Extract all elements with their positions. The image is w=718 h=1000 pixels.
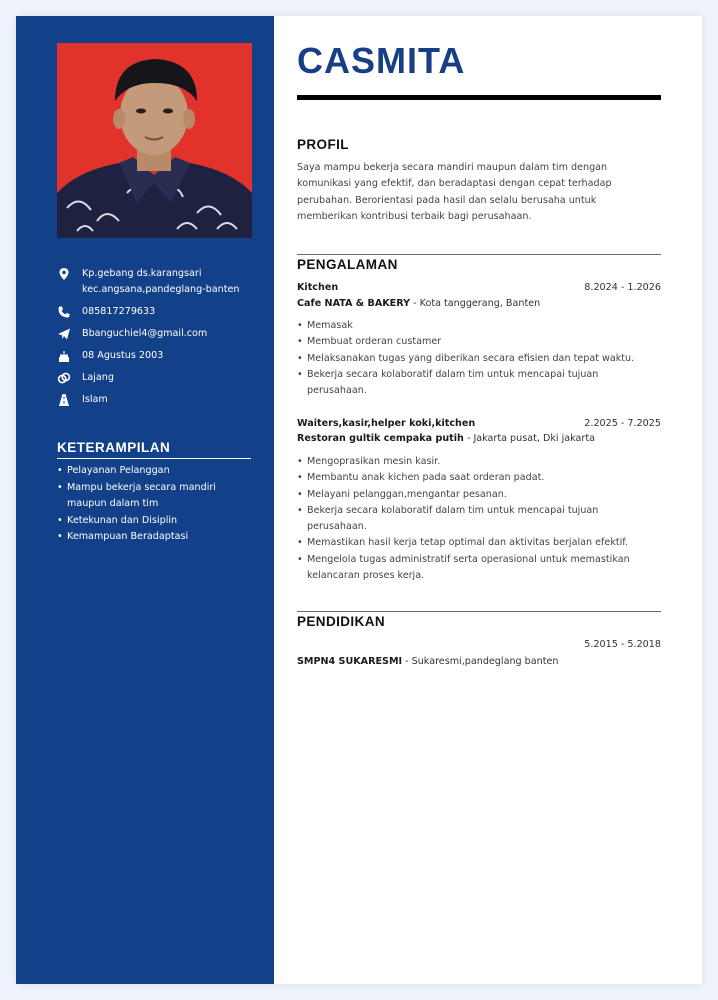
rings-icon (57, 371, 71, 385)
experience-divider (297, 254, 661, 255)
marital-status-text: Lajang (82, 372, 114, 383)
profile-heading: PROFIL (297, 137, 349, 152)
education-heading: PENDIDIKAN (297, 614, 386, 629)
company-location: - Jakarta pusat, Dki jakarta (466, 433, 596, 444)
job-duties (297, 318, 652, 399)
address-text: Kp.gebang ds.karangsari kec.angsana,pandeglang-banten (82, 268, 240, 295)
job-title: Kitchen (297, 282, 339, 293)
birthdate-text: 08 Agustus 2003 (82, 350, 164, 361)
duty-item: • Mengelola tugas administratif serta operasional untuk memastikan kelancaran proses kerja. (297, 552, 652, 585)
skill-item: • Mampu bekerja secara mandiri maupun dalam tim (57, 480, 247, 513)
education-header (297, 639, 661, 650)
skills-heading: KETERAMPILAN (57, 440, 251, 459)
contact-religion (57, 392, 257, 408)
skill-item: • Pelayanan Pelanggan (57, 463, 247, 480)
profile-photo (57, 43, 252, 238)
candidate-name: CASMITA (297, 40, 466, 81)
road-icon (57, 393, 71, 407)
school-location: - Sukaresmi,pandeglang banten (405, 656, 559, 667)
phone-icon (57, 305, 71, 319)
duty-item: • Membuat orderan custamer (297, 334, 652, 350)
skill-item: • Kemampuan Beradaptasi (57, 529, 247, 546)
contact-birthdate (57, 348, 257, 364)
company-name: Cafe NATA & BAKERY (297, 298, 411, 309)
job-title: Waiters,kasir,helper koki,kitchen (297, 418, 476, 429)
contact-list (57, 266, 257, 414)
email-text: Bbanguchiel4@gmail.com (82, 328, 208, 339)
job-header (297, 282, 661, 293)
location-pin-icon (57, 267, 71, 281)
job-date: 8.2024 - 1.2026 (584, 282, 661, 293)
name-divider (297, 95, 661, 100)
sidebar (16, 16, 274, 984)
job-date: 2.2025 - 7.2025 (584, 418, 661, 429)
experience-heading: PENGALAMAN (297, 257, 398, 272)
cake-icon (57, 349, 71, 363)
send-icon (57, 327, 71, 341)
job-header (297, 418, 661, 429)
skill-item: • Ketekunan dan Disiplin (57, 513, 247, 530)
profile-text: Saya mampu bekerja secara mandiri maupun dalam tim dengan komunikasi yang efektif, dan beradaptasi dengan cepat terhadap perubahan. Berorientasi pada hasil dan selalu berusaha untuk memberikan kontribusi terbaik bagi perusahaan. (297, 162, 612, 222)
job-duties (297, 454, 652, 584)
religion-text: Islam (82, 394, 108, 405)
job-employer (297, 298, 540, 309)
contact-marital-status (57, 370, 257, 386)
duty-item: • Mengoprasikan mesin kasir. (297, 454, 652, 470)
contact-address (57, 266, 257, 298)
contact-phone (57, 304, 257, 320)
skills-list (57, 463, 247, 546)
duty-item: • Melaksanakan tugas yang diberikan secara efisien dan tepat waktu. (297, 351, 652, 367)
contact-email (57, 326, 257, 342)
job-employer (297, 433, 595, 444)
company-name: Restoran gultik cempaka putih (297, 433, 464, 444)
duty-item: • Memastikan hasil kerja tetap optimal dan aktivitas berjalan efektif. (297, 535, 652, 551)
resume-page (16, 16, 702, 984)
duty-item: • Melayani pelanggan,mengantar pesanan. (297, 487, 652, 503)
education-school (297, 656, 558, 667)
duty-item: • Bekerja secara kolaboratif dalam tim untuk mencapai tujuan perusahaan. (297, 503, 617, 536)
school-name: SMPN4 SUKARESMI (297, 656, 403, 667)
company-location: - Kota tanggerang, Banten (413, 298, 541, 309)
duty-item: • Membantu anak kichen pada saat orderan padat. (297, 470, 652, 486)
education-divider (297, 611, 661, 612)
phone-text: 085817279633 (82, 306, 156, 317)
education-date: 5.2015 - 5.2018 (584, 639, 661, 650)
duty-item: • Memasak (297, 318, 652, 334)
duty-item: • Bekerja secara kolaboratif dalam tim untuk mencapai tujuan perusahaan. (297, 367, 617, 400)
